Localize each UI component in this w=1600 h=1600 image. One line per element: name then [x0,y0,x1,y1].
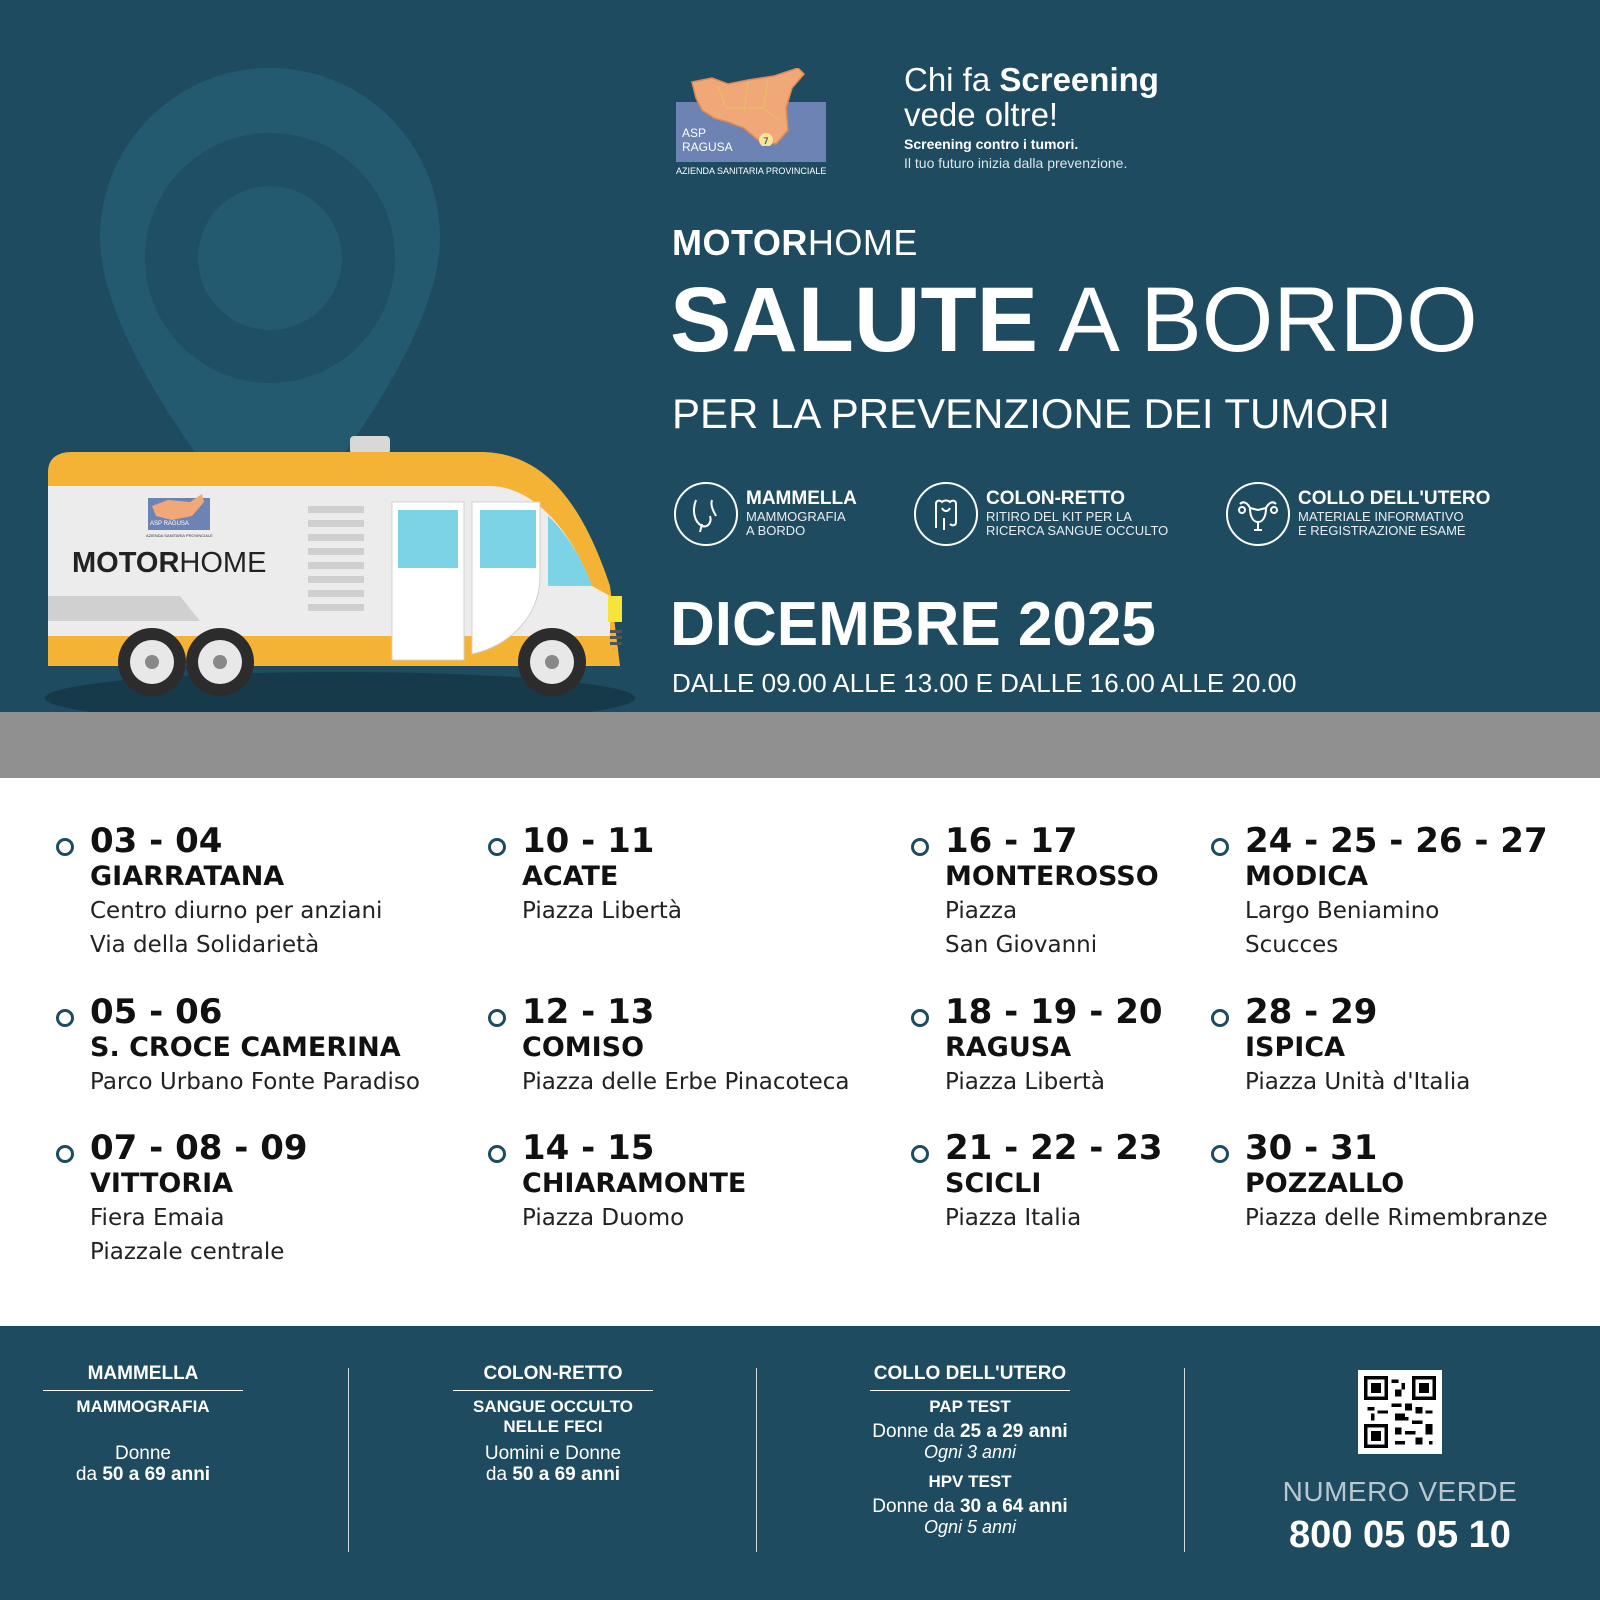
entry-place: Largo Beniamino Scucces [1245,898,1440,958]
entry-dates: 16 - 17 [945,821,1078,861]
footer-age: 25 a 29 anni [959,1421,1068,1442]
entry-dates: 24 - 25 - 26 - 27 [1245,821,1548,861]
bullet-icon [1211,1145,1229,1163]
title-light: A BORDO [1038,269,1478,371]
slogan-pre: Chi fa [904,61,1000,98]
footer-title: COLLO DELL'UTERO [873,1363,1067,1384]
footer-frequency: Ogni 5 anni [923,1517,1017,1537]
slogan-line4: Il tuo futuro inizia dalla prevenzione. [904,155,1128,171]
schedule-entry [945,1129,1163,1235]
column-divider [348,1368,349,1552]
entry-city: S. CROCE CAMERINA [90,1032,401,1063]
column-divider [1184,1368,1185,1552]
entry-place: Piazza delle Rimembranze [1245,1205,1548,1231]
entry-place: Parco Urbano Fonte Paradiso [90,1069,420,1095]
category-utero [1226,482,1490,546]
entry-dates: 03 - 04 [90,821,223,861]
schedule-entry [90,822,382,962]
toll-free-label: NUMERO VERDE [1282,1476,1518,1507]
footer-target: Donne da [872,1496,960,1517]
entry-city: GIARRATANA [90,861,285,892]
motorhome-label [672,222,918,264]
footer-target: Donne [115,1443,171,1464]
schedule-entry [522,822,682,928]
uterus-icon [1226,482,1290,546]
qr-code[interactable] [1358,1370,1442,1454]
column-divider [756,1368,757,1552]
bullet-icon [911,1145,929,1163]
page-title [670,269,1478,371]
entry-dates: 12 - 13 [522,992,655,1032]
entry-place: Piazza delle Erbe Pinacoteca [522,1069,850,1095]
title-bold: SALUTE [670,269,1038,371]
schedule-entry [1245,822,1548,962]
road-stripe [0,712,1600,778]
divider [43,1390,243,1391]
schedule-entry [945,993,1163,1099]
schedule-entry [90,1129,308,1269]
schedule-entry [522,993,850,1099]
entry-city: ACATE [522,861,619,892]
entry-city: ISPICA [1245,1032,1346,1063]
entry-place: Piazza Italia [945,1205,1082,1231]
footer-test: SANGUE OCCULTO NELLE FECI [473,1397,633,1436]
category-title: COLLO DELL'UTERO [1298,488,1491,509]
entry-dates: 21 - 22 - 23 [945,1128,1163,1168]
footer-title: MAMMELLA [87,1363,199,1384]
footer-info [0,1326,1600,1600]
bullet-icon [1211,838,1229,856]
van-label-light: HOME [179,547,267,579]
wheel [518,628,586,696]
schedule-grid [0,778,1600,1326]
bullet-icon [911,838,929,856]
bullet-icon [488,838,506,856]
bullet-icon [1211,1009,1229,1027]
page-subtitle: PER LA PREVENZIONE DEI TUMORI [672,390,1391,437]
entry-city: POZZALLO [1245,1168,1405,1199]
category-desc: MAMMOGRAFIA A BORDO [746,509,846,538]
entry-place: Piazza San Giovanni [945,898,1098,958]
van-logo-sub: AZIENDA SANITARIA PROVINCIALE [146,533,213,538]
asp-ragusa-logo [674,68,830,180]
footer-age: 50 a 69 anni [512,1464,621,1485]
category-colon [914,482,1168,546]
hero-banner [0,0,1600,712]
footer-age: 30 a 64 anni [959,1496,1068,1517]
colon-icon [914,482,978,546]
asp-sublabel: AZIENDA SANITARIA PROVINCIALE [676,166,827,176]
entry-city: CHIARAMONTE [522,1168,747,1199]
entry-dates: 18 - 19 - 20 [945,992,1163,1032]
entry-dates: 30 - 31 [1245,1128,1378,1168]
asp-label: ASP RAGUSA [682,126,733,154]
label-light: HOME [807,222,918,263]
footer-title: COLON-RETTO [483,1363,623,1384]
divider [870,1390,1070,1391]
bullet-icon [488,1009,506,1027]
footer-age-pre: da [75,1464,103,1485]
entry-city: COMISO [522,1032,645,1063]
schedule-entry [522,1129,746,1235]
category-title: MAMMELLA [746,488,857,509]
divider [453,1390,653,1391]
van-label-bold: MOTOR [72,547,180,579]
motorhome-van-illustration [40,436,640,712]
slogan-line3: Screening contro i tumori. [904,136,1079,152]
bullet-icon [56,1009,74,1027]
month-title: DICEMBRE 2025 [670,590,1156,659]
bullet-icon [911,1009,929,1027]
entry-city: VITTORIA [90,1168,234,1199]
van-logo-label: ASP RAGUSA [150,521,189,527]
entry-dates: 28 - 29 [1245,992,1378,1032]
schedule-entry [1245,1129,1548,1235]
wheel [118,628,186,696]
category-mammella [674,482,857,546]
entry-place: Fiera Emaia Piazzale centrale [90,1205,285,1265]
svg-text:MOTORHOME [72,547,266,579]
slogan-bold: Screening [999,61,1159,98]
category-desc: MATERIALE INFORMATIVO E REGISTRAZIONE ESAME [1298,509,1466,538]
toll-free-number[interactable]: 800 05 05 10 [1289,1514,1511,1556]
bullet-icon [56,1145,74,1163]
opening-hours: DALLE 09.00 ALLE 13.00 E DALLE 16.00 ALLE 20.00 [672,668,1297,698]
entry-city: MODICA [1245,861,1368,892]
schedule-entry [90,993,420,1099]
entry-place: Piazza Unità d'Italia [1245,1069,1471,1095]
footer-age: 50 a 69 anni [102,1464,211,1485]
bullet-icon [488,1145,506,1163]
footer-colon [450,1362,656,1485]
qr-code-icon [1364,1376,1436,1448]
district-number: 7 [763,137,769,146]
footer-frequency: Ogni 3 anni [923,1442,1017,1462]
footer-test: PAP TEST [929,1397,1011,1416]
entry-city: RAGUSA [945,1032,1072,1063]
schedule-entry [1245,993,1470,1099]
entry-city: MONTEROSSO [945,861,1159,892]
entry-dates: 05 - 06 [90,992,223,1032]
slogan [904,62,1159,171]
entry-place: Piazza Libertà [945,1069,1105,1095]
footer-mammella [40,1362,246,1485]
footer-target: Uomini e Donne [484,1443,622,1464]
category-title: COLON-RETTO [986,488,1125,509]
footer-test: HPV TEST [928,1472,1012,1491]
footer-age-pre: da [485,1464,513,1485]
footer-test: MAMMOGRAFIA [76,1397,210,1416]
schedule-entry [945,822,1159,962]
entry-city: SCICLI [945,1168,1042,1199]
entry-place: Piazza Libertà [522,898,682,924]
footer-utero [850,1362,1090,1537]
entry-dates: 10 - 11 [522,821,655,861]
footer-target: Donne da [872,1421,960,1442]
wheel [186,628,254,696]
entry-place: Piazza Duomo [522,1205,685,1231]
breast-icon [674,482,738,546]
slogan-line2: vede oltre! [904,96,1059,133]
entry-dates: 14 - 15 [522,1128,655,1168]
bullet-icon [56,838,74,856]
category-desc: RITIRO DEL KIT PER LA RICERCA SANGUE OCCULTO [986,509,1169,538]
entry-place: Centro diurno per anziani Via della Solidarietà [90,898,383,958]
entry-dates: 07 - 08 - 09 [90,1128,308,1168]
label-bold: MOTOR [672,222,808,263]
